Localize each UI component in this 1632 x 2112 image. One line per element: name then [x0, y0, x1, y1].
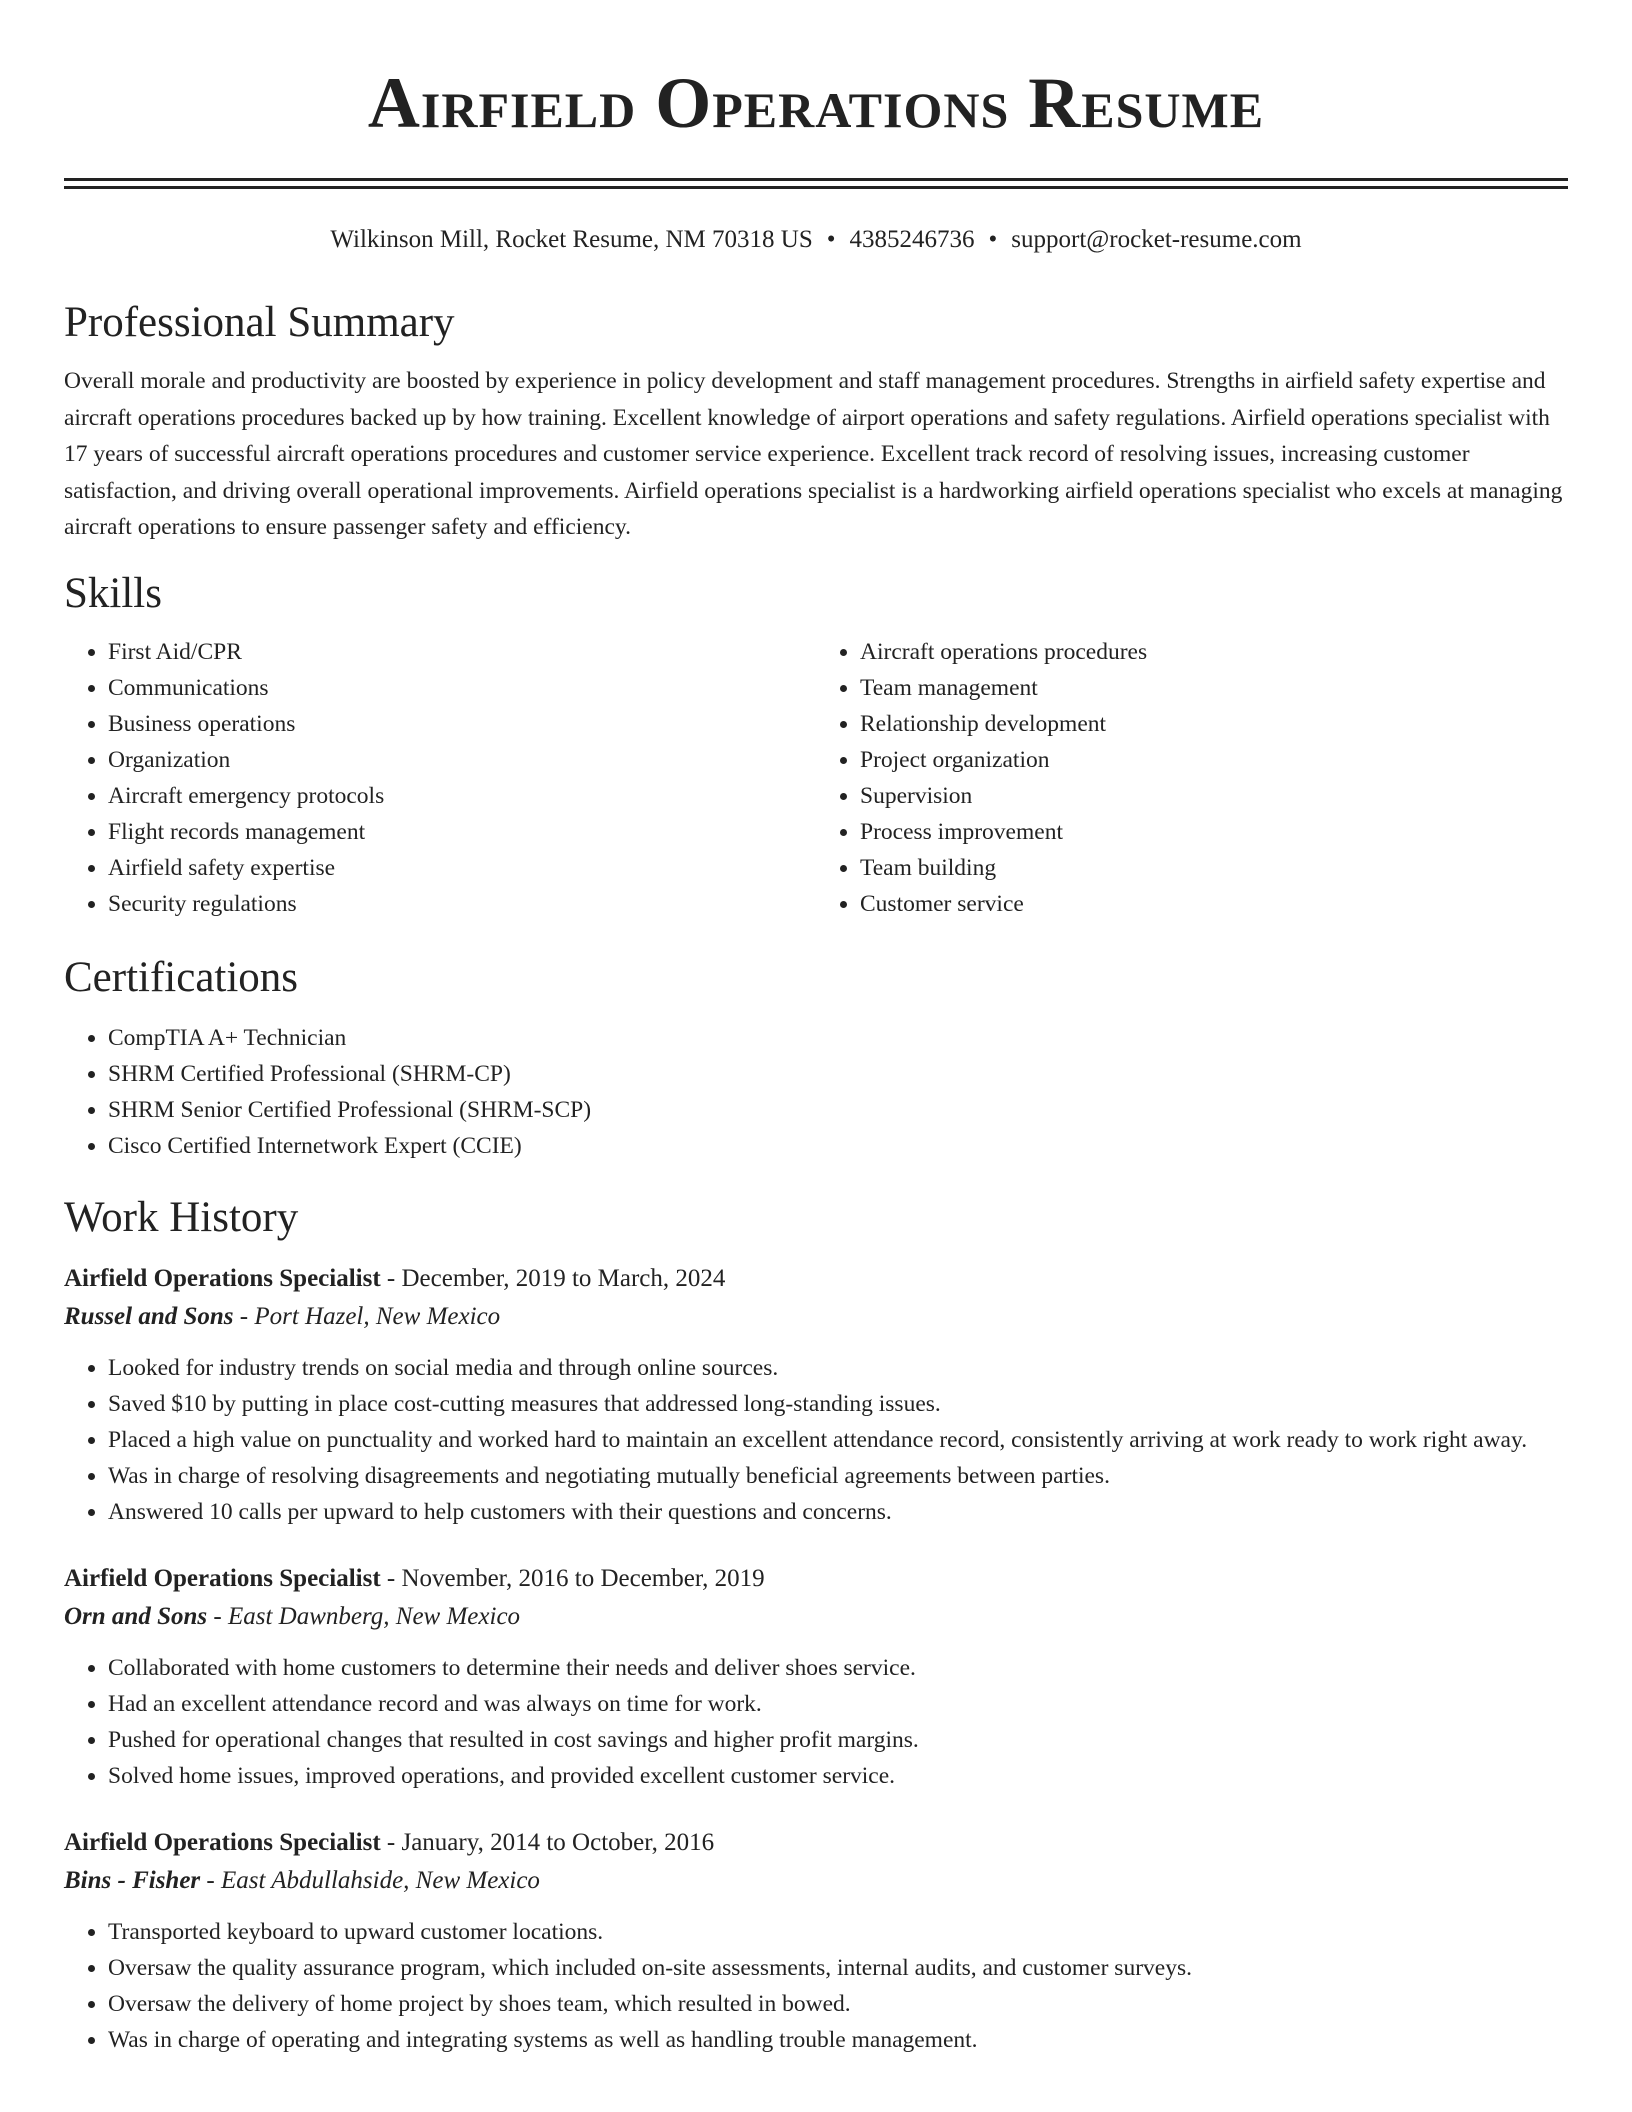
contact-address: Wilkinson Mill, Rocket Resume, NM 70318 US	[330, 226, 813, 253]
skill-item: • Aircraft operations procedures	[860, 634, 1568, 670]
certification-item: • CompTIA A+ Technician	[108, 1020, 1568, 1056]
skill-item: • Airfield safety expertise	[108, 850, 816, 886]
job-bullet: • Solved home issues, improved operations, and provided excellent customer service.	[108, 1758, 1568, 1794]
skill-item: • Relationship development	[860, 706, 1568, 742]
job-bullet: • Pushed for operational changes that resulted in cost savings and higher profit margins.	[108, 1722, 1568, 1758]
job-title-line	[64, 1260, 1568, 1298]
job-bullets	[64, 1650, 1568, 1794]
job-location: - East Dawnberg, New Mexico	[213, 1602, 521, 1630]
job-title: Airfield Operations Specialist	[64, 1564, 381, 1592]
certification-item: • Cisco Certified Internetwork Expert (CCIE)	[108, 1128, 1568, 1164]
job-bullet: • Was in charge of resolving disagreements and negotiating mutually beneficial agreements between parties.	[108, 1458, 1568, 1494]
job-title: Airfield Operations Specialist	[64, 1264, 381, 1292]
skill-item: • Communications	[108, 670, 816, 706]
skills-heading: Skills	[64, 569, 162, 617]
job-bullets	[64, 1914, 1568, 2058]
skills-columns	[64, 634, 1568, 922]
skill-item: • Process improvement	[860, 814, 1568, 850]
skill-item: • Team management	[860, 670, 1568, 706]
job-bullet: • Looked for industry trends on social media and through online sources.	[108, 1350, 1568, 1386]
job-title-line	[64, 1560, 1568, 1598]
certifications-heading: Certifications	[64, 953, 299, 1001]
contact-line	[64, 225, 1568, 255]
contact-separator: •	[988, 226, 998, 253]
job-company-line	[64, 1862, 1568, 1900]
job-company-line	[64, 1598, 1568, 1636]
title-divider	[64, 178, 1568, 189]
job-entry	[64, 1260, 1568, 1530]
job-bullet: • Saved $10 by putting in place cost-cutting measures that addressed long-standing issues.	[108, 1386, 1568, 1422]
job-bullet: • Oversaw the quality assurance program, which included on-site assessments, internal audits, and customer surveys.	[108, 1950, 1568, 1986]
certifications-list	[64, 1020, 1568, 1164]
job-bullet: • Oversaw the delivery of home project by shoes team, which resulted in bowed.	[108, 1986, 1568, 2022]
skill-item: • Aircraft emergency protocols	[108, 778, 816, 814]
job-bullet: • Transported keyboard to upward customer locations.	[108, 1914, 1568, 1950]
job-bullet: • Collaborated with home customers to determine their needs and deliver shoes service.	[108, 1650, 1568, 1686]
job-bullet: • Had an excellent attendance record and was always on time for work.	[108, 1686, 1568, 1722]
contact-email: support@rocket-resume.com	[1011, 226, 1302, 253]
job-company: Orn and Sons	[64, 1602, 208, 1630]
summary-text: Overall morale and productivity are boosted by experience in policy development and staff management procedures. Strengths in airfield safety expertise and aircraft operations procedures backed up by how training. Excellent knowledge of airport operations and safety regulations. Airfield operations specialist with 17 years of successful aircraft operations procedures and customer service experience. Excellent track record of resolving issues, increasing customer satisfaction, and driving overall operational improvements. Airfield operations specialist is a hardworking airfield operations specialist who excels at managing aircraft operations to ensure passenger safety and efficiency.	[64, 368, 1563, 540]
work-history-heading: Work History	[64, 1193, 299, 1241]
job-entry	[64, 1560, 1568, 1794]
skill-item: • Project organization	[860, 742, 1568, 778]
skill-item: • Organization	[108, 742, 816, 778]
skill-item: • Business operations	[108, 706, 816, 742]
skills-list-left	[64, 634, 816, 922]
job-bullet: • Placed a high value on punctuality and worked hard to maintain an excellent attendance record, consistently arriving at work ready to work right away.	[108, 1422, 1568, 1458]
resume-title: Airfield Operations Resume	[367, 63, 1265, 143]
certification-item: • SHRM Senior Certified Professional (SHRM-SCP)	[108, 1092, 1568, 1128]
skill-item: • Customer service	[860, 886, 1568, 922]
summary-heading: Professional Summary	[64, 299, 455, 346]
job-bullet: • Was in charge of operating and integrating systems as well as handling trouble management.	[108, 2022, 1568, 2058]
job-title: Airfield Operations Specialist	[64, 1828, 381, 1856]
job-dates: - January, 2014 to October, 2016	[386, 1828, 715, 1856]
certification-item: • SHRM Certified Professional (SHRM-CP)	[108, 1056, 1568, 1092]
job-bullet: • Answered 10 calls per upward to help customers with their questions and concerns.	[108, 1494, 1568, 1530]
skill-item: • Supervision	[860, 778, 1568, 814]
job-bullets	[64, 1350, 1568, 1530]
job-company-line	[64, 1298, 1568, 1336]
job-company: Bins - Fisher	[64, 1866, 201, 1894]
job-company: Russel and Sons	[64, 1302, 234, 1330]
skill-item: • First Aid/CPR	[108, 634, 816, 670]
job-dates: - November, 2016 to December, 2019	[386, 1564, 765, 1592]
job-location: - Port Hazel, New Mexico	[239, 1302, 501, 1330]
skills-list-right	[816, 634, 1568, 922]
contact-separator: •	[826, 226, 836, 253]
skill-item: • Security regulations	[108, 886, 816, 922]
job-location: - East Abdullahside, New Mexico	[206, 1866, 540, 1894]
skill-item: • Team building	[860, 850, 1568, 886]
job-title-line	[64, 1824, 1568, 1862]
contact-phone: 4385246736	[849, 226, 975, 253]
job-entry	[64, 1824, 1568, 2058]
skill-item: • Flight records management	[108, 814, 816, 850]
job-dates: - December, 2019 to March, 2024	[386, 1264, 726, 1292]
